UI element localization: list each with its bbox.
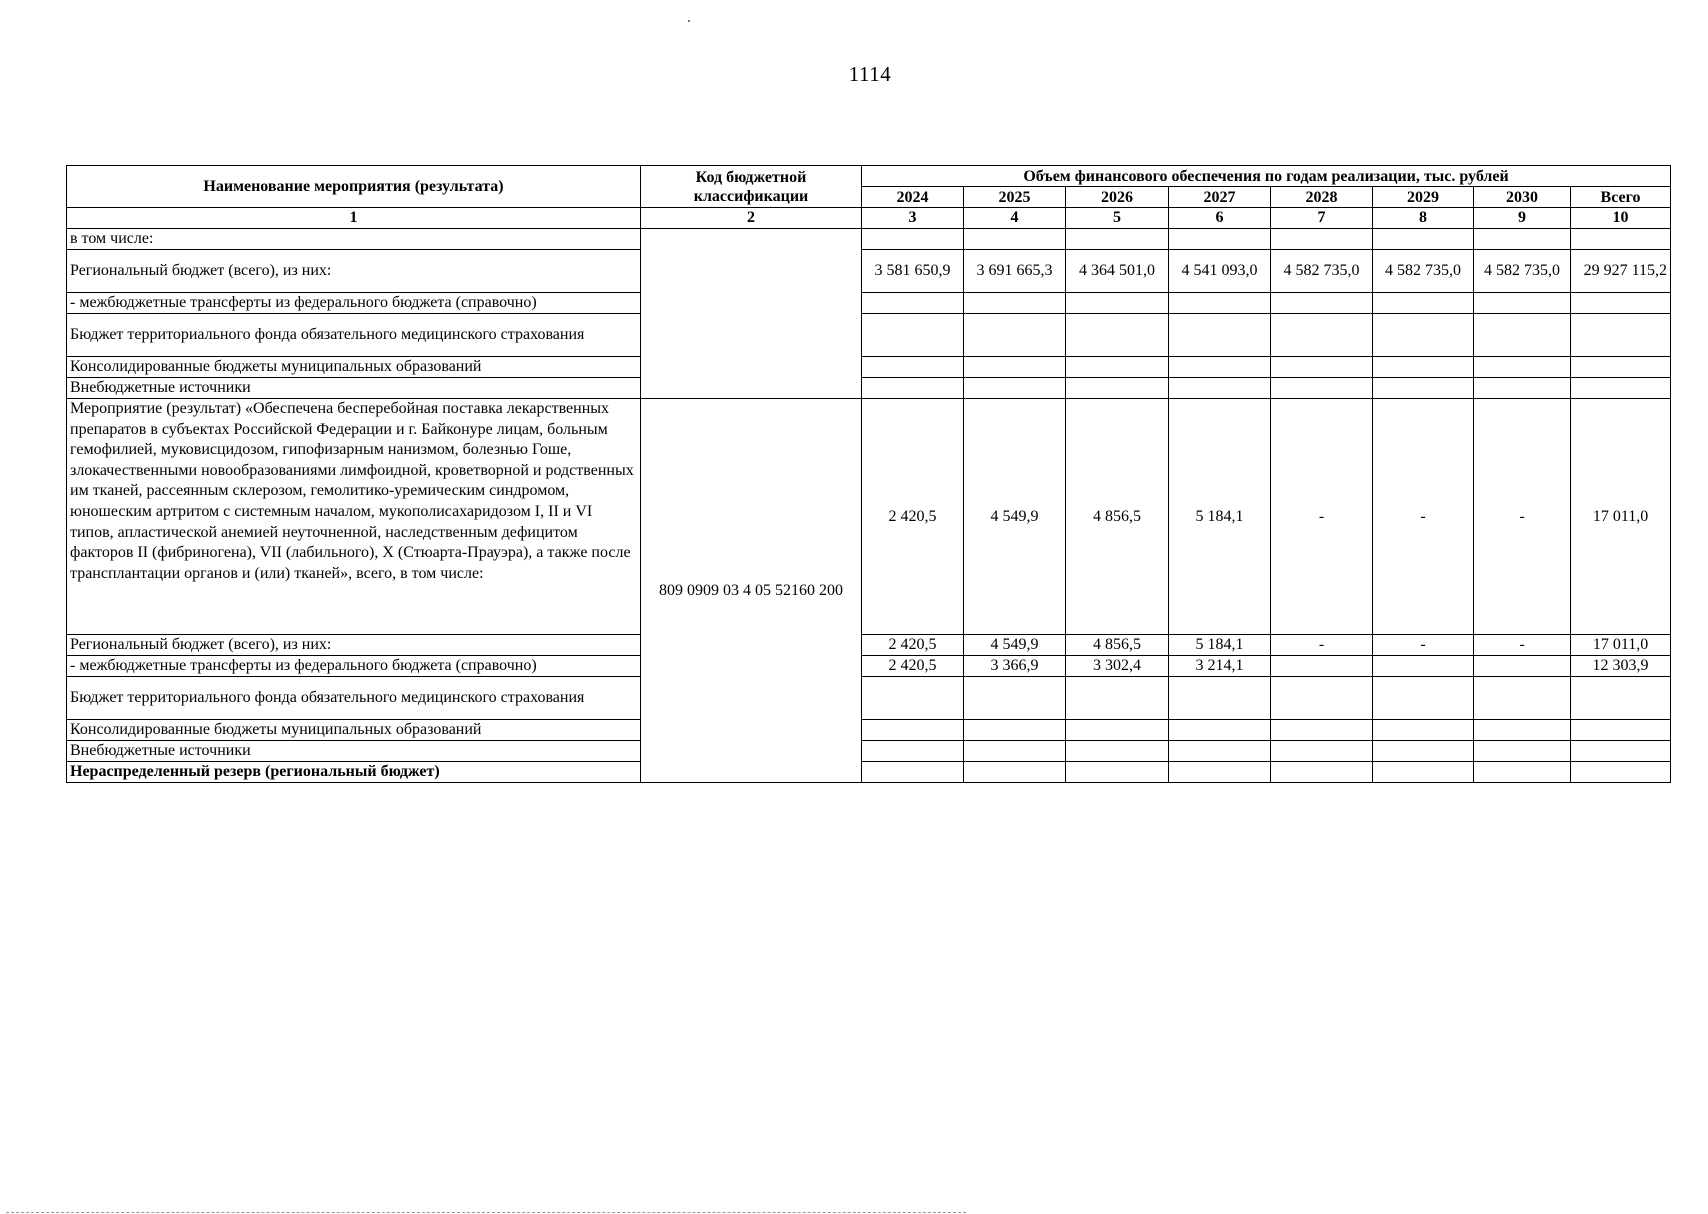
value-cell: 17 011,0 <box>1571 635 1671 656</box>
scan-speck <box>688 20 690 22</box>
table-row <box>67 250 1671 293</box>
column-number: 3 <box>862 208 964 229</box>
value-cell <box>1169 762 1271 783</box>
column-number: 5 <box>1066 208 1169 229</box>
value-cell <box>1474 741 1571 762</box>
page-number: 1114 <box>848 62 892 86</box>
value-cell: 3 691 665,3 <box>964 250 1066 293</box>
value-cell <box>1571 357 1671 378</box>
value-cell <box>1066 293 1169 314</box>
value-cell <box>1474 378 1571 399</box>
table-row-reserve <box>67 762 1671 783</box>
value-cell <box>1474 357 1571 378</box>
value-cell <box>1571 720 1671 741</box>
value-cell <box>1571 293 1671 314</box>
table-row <box>67 229 1671 250</box>
value-cell <box>1373 720 1474 741</box>
value-cell <box>1474 293 1571 314</box>
value-cell <box>1571 677 1671 720</box>
row-name: Консолидированные бюджеты муниципальных образований <box>67 720 641 741</box>
budget-code-cell-empty <box>862 762 964 783</box>
table-row <box>67 378 1671 399</box>
header-row-1 <box>67 166 1671 187</box>
value-cell <box>1066 229 1169 250</box>
value-cell: 12 303,9 <box>1571 656 1671 677</box>
table-row <box>67 677 1671 720</box>
value-cell: 17 011,0 <box>1571 399 1671 635</box>
value-cell-total: 29 927 115,2 <box>1571 250 1671 293</box>
row-name: Нераспределенный резерв (региональный бюджет) <box>67 762 641 783</box>
value-cell <box>1474 720 1571 741</box>
row-name: в том числе: <box>67 229 641 250</box>
table-row <box>67 293 1671 314</box>
value-cell <box>964 314 1066 357</box>
value-cell <box>1169 357 1271 378</box>
value-cell <box>1271 762 1373 783</box>
value-cell <box>1373 741 1474 762</box>
value-cell <box>1271 656 1373 677</box>
column-number-row <box>67 208 1671 229</box>
value-cell <box>964 378 1066 399</box>
value-cell <box>1571 762 1671 783</box>
value-cell <box>862 720 964 741</box>
value-cell <box>1169 293 1271 314</box>
header-year: 2025 <box>964 187 1066 208</box>
value-cell <box>1271 229 1373 250</box>
value-cell <box>964 357 1066 378</box>
value-cell <box>1169 720 1271 741</box>
value-cell <box>1169 378 1271 399</box>
value-cell <box>1271 677 1373 720</box>
value-cell <box>1571 314 1671 357</box>
column-number: 10 <box>1571 208 1671 229</box>
header-code: Код бюджетной классификации <box>641 166 862 208</box>
value-cell <box>1373 656 1474 677</box>
header-year: 2027 <box>1169 187 1271 208</box>
value-cell <box>1271 357 1373 378</box>
column-number: 6 <box>1169 208 1271 229</box>
row-name: Бюджет территориального фонда обязательного медицинского страхования <box>67 314 641 357</box>
row-name: Региональный бюджет (всего), из них: <box>67 250 641 293</box>
header-name: Наименование мероприятия (результата) <box>67 166 641 208</box>
column-number: 4 <box>964 208 1066 229</box>
value-cell <box>964 677 1066 720</box>
budget-code: 809 0909 03 4 05 52160 200 <box>641 399 862 783</box>
value-cell: - <box>1373 399 1474 635</box>
value-cell <box>1271 741 1373 762</box>
value-cell: 4 582 735,0 <box>1373 250 1474 293</box>
value-cell: 5 184,1 <box>1169 635 1271 656</box>
table-row <box>67 720 1671 741</box>
value-cell <box>1373 378 1474 399</box>
value-cell: 4 364 501,0 <box>1066 250 1169 293</box>
value-cell: 2 420,5 <box>862 399 964 635</box>
value-cell: 5 184,1 <box>1169 399 1271 635</box>
budget-code-cell-empty <box>641 229 862 399</box>
value-cell <box>1169 741 1271 762</box>
value-cell <box>1066 762 1169 783</box>
value-cell <box>1571 378 1671 399</box>
column-number: 7 <box>1271 208 1373 229</box>
value-cell <box>1066 357 1169 378</box>
value-cell <box>964 229 1066 250</box>
value-cell: 2 420,5 <box>862 635 964 656</box>
value-cell <box>1373 677 1474 720</box>
value-cell <box>964 720 1066 741</box>
value-cell <box>1474 229 1571 250</box>
table-row <box>67 314 1671 357</box>
column-number: 1 <box>67 208 641 229</box>
row-name: Внебюджетные источники <box>67 741 641 762</box>
value-cell <box>1271 720 1373 741</box>
value-cell <box>1474 314 1571 357</box>
value-cell <box>862 677 964 720</box>
measure-name: Мероприятие (результат) «Обеспечена бесперебойная поставка лекарственных препаратов в субъектах Российской Федерации и г. Байконуре лицам, больным гемофилией, муковисцидозом, гипофизарным нанизмом, болезнью Гоше, злокачественными новообразованиями лимфоидной, кроветворной и родственных им тканей, рассеянным склерозом, гемолитико-уремическим синдромом, юношеским артритом с системным началом, мукополисахаридозом I, II и VI типов, апластической анемией неуточненной, наследственным дефицитом факторов II (фибриногена), VII (лабильного), X (Стюарта-Прауэра), а также после трансплантации органов и (или) тканей», всего, в том числе: <box>67 399 641 635</box>
value-cell <box>1169 314 1271 357</box>
value-cell <box>862 314 964 357</box>
value-cell: 4 582 735,0 <box>1474 250 1571 293</box>
value-cell <box>1066 314 1169 357</box>
value-cell <box>1474 656 1571 677</box>
value-cell <box>862 741 964 762</box>
value-cell: 4 541 093,0 <box>1169 250 1271 293</box>
row-name: Внебюджетные источники <box>67 378 641 399</box>
value-cell <box>1066 720 1169 741</box>
value-cell: 4 582 735,0 <box>1271 250 1373 293</box>
value-cell <box>862 357 964 378</box>
value-cell <box>1373 762 1474 783</box>
value-cell: - <box>1271 399 1373 635</box>
header-year: 2028 <box>1271 187 1373 208</box>
row-name: - межбюджетные трансферты из федерального бюджета (справочно) <box>67 656 641 677</box>
value-cell <box>1571 741 1671 762</box>
value-cell <box>862 378 964 399</box>
value-cell <box>1571 229 1671 250</box>
header-total: Всего <box>1571 187 1671 208</box>
value-cell: 4 856,5 <box>1066 399 1169 635</box>
value-cell <box>1271 378 1373 399</box>
table-row <box>67 635 1671 656</box>
value-cell <box>1474 762 1571 783</box>
value-cell <box>1169 229 1271 250</box>
value-cell: - <box>1271 635 1373 656</box>
header-volume: Объем финансового обеспечения по годам реализации, тыс. рублей <box>862 166 1671 187</box>
table-row <box>67 357 1671 378</box>
column-number: 9 <box>1474 208 1571 229</box>
row-name: Бюджет территориального фонда обязательного медицинского страхования <box>67 677 641 720</box>
header-year: 2030 <box>1474 187 1571 208</box>
value-cell <box>1373 314 1474 357</box>
value-cell: 4 549,9 <box>964 635 1066 656</box>
financing-table <box>66 165 1671 783</box>
value-cell: 3 581 650,9 <box>862 250 964 293</box>
table-row-measure <box>67 399 1671 635</box>
column-number: 8 <box>1373 208 1474 229</box>
value-cell <box>1373 229 1474 250</box>
value-cell: 3 214,1 <box>1169 656 1271 677</box>
value-cell <box>964 741 1066 762</box>
row-name: Консолидированные бюджеты муниципальных образований <box>67 357 641 378</box>
value-cell <box>862 229 964 250</box>
row-name: Региональный бюджет (всего), из них: <box>67 635 641 656</box>
value-cell: 2 420,5 <box>862 656 964 677</box>
table-row <box>67 656 1671 677</box>
table-row <box>67 741 1671 762</box>
header-year: 2029 <box>1373 187 1474 208</box>
value-cell: 3 302,4 <box>1066 656 1169 677</box>
row-name: - межбюджетные трансферты из федерального бюджета (справочно) <box>67 293 641 314</box>
value-cell <box>1373 293 1474 314</box>
value-cell <box>862 293 964 314</box>
value-cell: - <box>1474 399 1571 635</box>
value-cell: - <box>1474 635 1571 656</box>
value-cell <box>1066 378 1169 399</box>
value-cell <box>1474 677 1571 720</box>
value-cell: - <box>1373 635 1474 656</box>
header-year: 2026 <box>1066 187 1169 208</box>
value-cell: 3 366,9 <box>964 656 1066 677</box>
column-number: 2 <box>641 208 862 229</box>
value-cell: 4 549,9 <box>964 399 1066 635</box>
value-cell <box>964 293 1066 314</box>
value-cell <box>1066 677 1169 720</box>
value-cell <box>1169 677 1271 720</box>
value-cell <box>1271 314 1373 357</box>
value-cell <box>1271 293 1373 314</box>
value-cell <box>1373 357 1474 378</box>
value-cell: 4 856,5 <box>1066 635 1169 656</box>
value-cell <box>964 762 1066 783</box>
header-year: 2024 <box>862 187 964 208</box>
value-cell <box>1066 741 1169 762</box>
